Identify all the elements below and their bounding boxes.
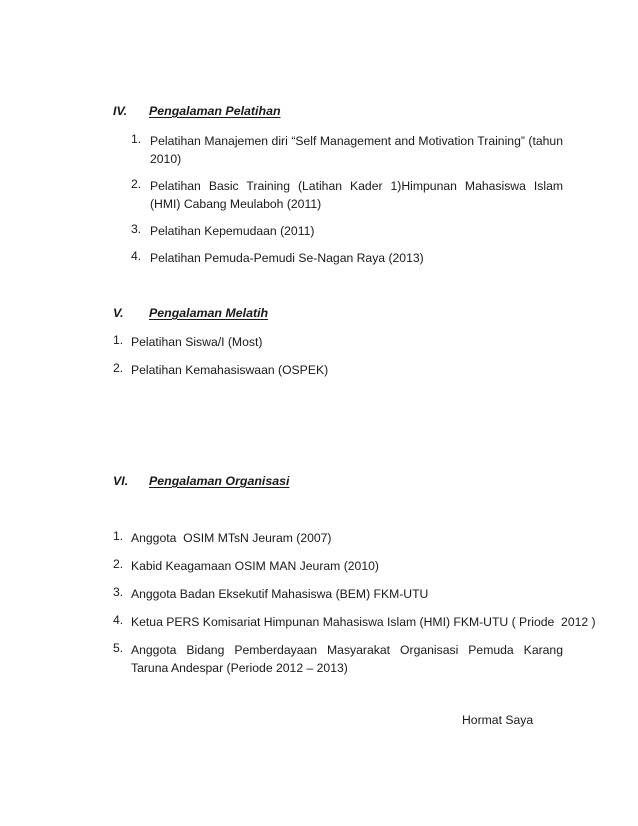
list-item [131,249,563,269]
list-item [113,557,563,577]
section-number: IV. [113,104,128,118]
section-title: Pengalaman Pelatihan [149,104,281,118]
list-item [131,177,563,217]
list-item [113,361,563,381]
item-number: 3. [131,222,142,236]
item-text: Anggota OSIM MTsN Jeuram (2007) [131,531,332,545]
item-number: 2. [113,361,124,375]
item-number: 4. [131,249,142,263]
item-text: Pelatihan Basic Training (Latihan Kader 1)Himpunan Mahasiswa Islam (HMI) Cabang Meulaboh (2011) [150,179,563,211]
item-number: 3. [113,585,124,599]
section-heading-vi [113,474,513,492]
item-number: 2. [113,557,124,571]
item-text: Pelatihan Kemahasiswaan (OSPEK) [131,363,329,377]
item-text: Pelatihan Kepemudaan (2011) [150,224,315,238]
item-number: 4. [113,613,124,627]
list-item [131,132,563,172]
item-text: Anggota Bidang Pemberdayaan Masyarakat Organisasi Pemuda Karang Taruna Andespar (Periode 2012 – 2013) [131,643,563,675]
item-number: 1. [131,132,142,146]
section-number: VI. [113,474,129,488]
list-item [113,641,563,681]
item-text: Pelatihan Pemuda-Pemudi Se-Nagan Raya (2013) [150,251,424,265]
item-number: 5. [113,641,124,655]
section-number: V. [113,306,124,320]
list-item [113,613,596,633]
item-text: Kabid Keagamaan OSIM MAN Jeuram (2010) [131,559,379,573]
item-text: Pelatihan Manajemen diri “Self Management and Motivation Training” (tahun 2010) [150,134,563,166]
item-text: Anggota Badan Eksekutif Mahasiswa (BEM) FKM-UTU [131,587,429,601]
section-heading-iv [113,104,513,122]
section-title: Pengalaman Melatih [149,306,269,320]
list-item [131,222,563,242]
closing-signature-text: Hormat Saya [462,713,534,727]
item-text: Ketua PERS Komisariat Himpunan Mahasiswa Islam (HMI) FKM-UTU ( Priode 2012 ) [131,615,596,629]
section-heading-v [113,306,513,324]
list-item [113,333,563,353]
list-item [113,585,563,605]
item-number: 2. [131,177,142,191]
list-item [113,529,563,549]
section-title: Pengalaman Organisasi [149,474,290,488]
item-text: Pelatihan Siswa/I (Most) [131,335,263,349]
item-number: 1. [113,333,124,347]
item-number: 1. [113,529,124,543]
